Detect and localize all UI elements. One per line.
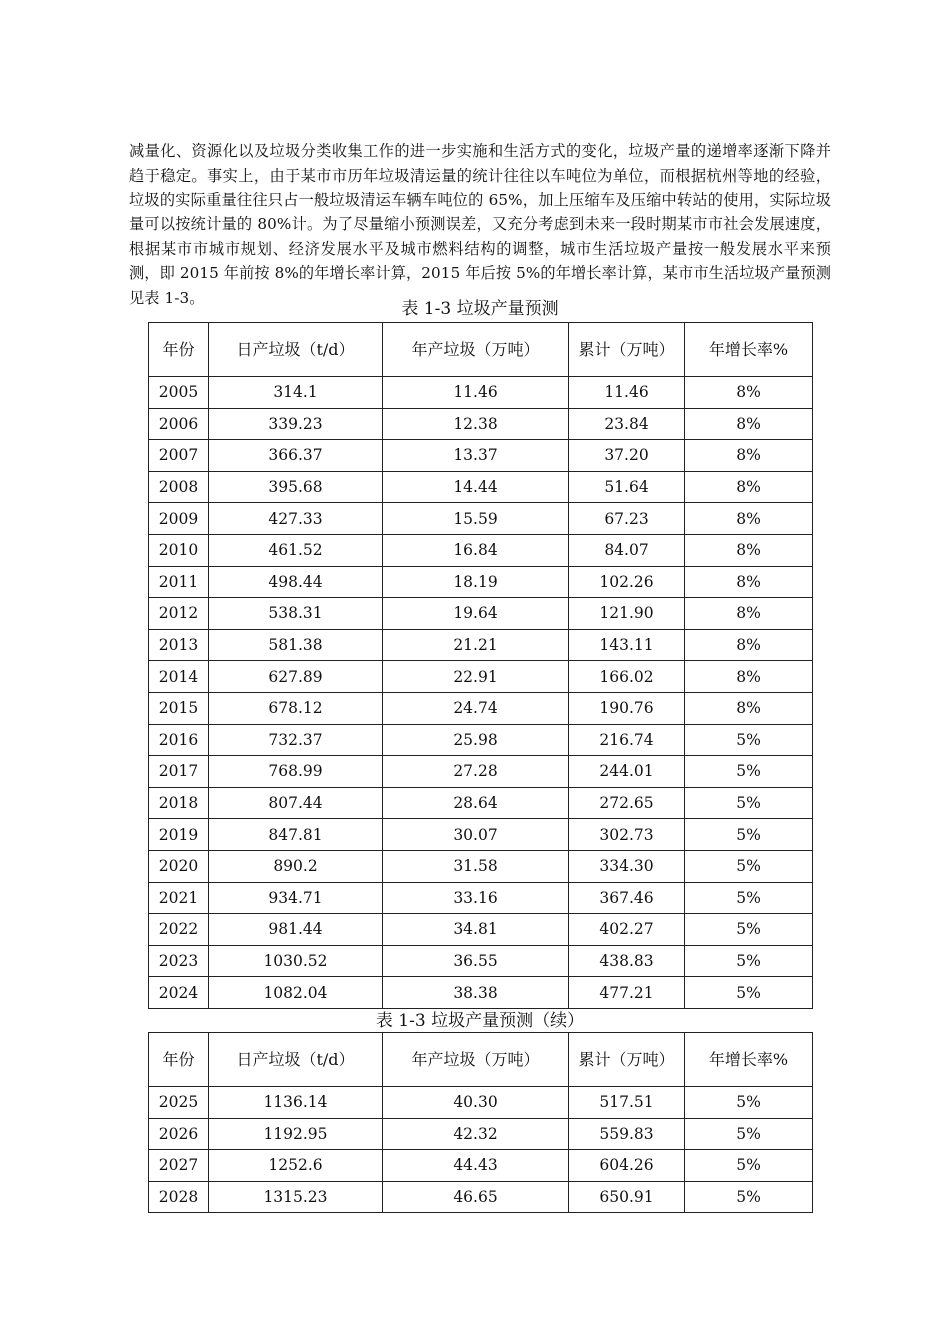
header-daily-waste: 日产垃圾（t/d）: [209, 323, 383, 377]
cell-cumulative: 102.26: [569, 566, 685, 598]
cell-year: 2014: [149, 661, 209, 693]
table-row: [149, 914, 813, 946]
table-row: [149, 882, 813, 914]
cell-annual-waste: 25.98: [383, 724, 569, 756]
cell-growth-rate: 8%: [685, 440, 813, 472]
cell-cumulative: 244.01: [569, 756, 685, 788]
cell-growth-rate: 5%: [685, 914, 813, 946]
cell-daily-waste: 314.1: [209, 377, 383, 409]
table-caption-continued: 表 1-3 垃圾产量预测（续）: [375, 1011, 585, 1031]
cell-daily-waste: 1030.52: [209, 945, 383, 977]
cell-cumulative: 650.91: [569, 1181, 685, 1213]
header-growth-rate: 年增长率%: [685, 323, 813, 377]
table-row: [149, 787, 813, 819]
cell-daily-waste: 890.2: [209, 850, 383, 882]
cell-growth-rate: 8%: [685, 534, 813, 566]
header-annual-waste: 年产垃圾（万吨）: [383, 323, 569, 377]
cell-growth-rate: 5%: [685, 1118, 813, 1150]
table-row: [149, 1118, 813, 1150]
header-daily-waste: 日产垃圾（t/d）: [209, 1033, 383, 1087]
cell-daily-waste: 581.38: [209, 629, 383, 661]
cell-year: 2017: [149, 756, 209, 788]
cell-growth-rate: 8%: [685, 503, 813, 535]
cell-annual-waste: 31.58: [383, 850, 569, 882]
forecast-table: [148, 322, 813, 1009]
cell-annual-waste: 19.64: [383, 598, 569, 630]
cell-cumulative: 604.26: [569, 1150, 685, 1182]
cell-cumulative: 367.46: [569, 882, 685, 914]
cell-year: 2021: [149, 882, 209, 914]
cell-daily-waste: 1136.14: [209, 1087, 383, 1119]
cell-annual-waste: 16.84: [383, 534, 569, 566]
table-row: [149, 377, 813, 409]
cell-growth-rate: 5%: [685, 977, 813, 1009]
cell-annual-waste: 15.59: [383, 503, 569, 535]
cell-daily-waste: 395.68: [209, 471, 383, 503]
cell-growth-rate: 5%: [685, 1087, 813, 1119]
cell-year: 2011: [149, 566, 209, 598]
table-row: [149, 534, 813, 566]
cell-annual-waste: 30.07: [383, 819, 569, 851]
cell-daily-waste: 1192.95: [209, 1118, 383, 1150]
cell-year: 2006: [149, 408, 209, 440]
table-row: [149, 440, 813, 472]
cell-cumulative: 143.11: [569, 629, 685, 661]
cell-year: 2027: [149, 1150, 209, 1182]
cell-cumulative: 37.20: [569, 440, 685, 472]
cell-daily-waste: 339.23: [209, 408, 383, 440]
cell-cumulative: 559.83: [569, 1118, 685, 1150]
header-cumulative: 累计（万吨）: [569, 1033, 685, 1087]
cell-daily-waste: 807.44: [209, 787, 383, 819]
cell-growth-rate: 8%: [685, 661, 813, 693]
cell-year: 2013: [149, 629, 209, 661]
cell-daily-waste: 1082.04: [209, 977, 383, 1009]
cell-growth-rate: 8%: [685, 377, 813, 409]
forecast-table-continued: [148, 1032, 813, 1213]
cell-annual-waste: 21.21: [383, 629, 569, 661]
header-growth-rate: 年增长率%: [685, 1033, 813, 1087]
cell-growth-rate: 5%: [685, 1150, 813, 1182]
header-year: 年份: [149, 1033, 209, 1087]
cell-daily-waste: 847.81: [209, 819, 383, 851]
cell-growth-rate: 5%: [685, 787, 813, 819]
cell-cumulative: 302.73: [569, 819, 685, 851]
cell-cumulative: 272.65: [569, 787, 685, 819]
cell-annual-waste: 44.43: [383, 1150, 569, 1182]
table-caption: 表 1-3 垃圾产量预测: [401, 299, 559, 319]
cell-year: 2007: [149, 440, 209, 472]
cell-cumulative: 11.46: [569, 377, 685, 409]
cell-daily-waste: 732.37: [209, 724, 383, 756]
cell-year: 2008: [149, 471, 209, 503]
table-row: [149, 977, 813, 1009]
cell-annual-waste: 36.55: [383, 945, 569, 977]
cell-growth-rate: 8%: [685, 408, 813, 440]
cell-growth-rate: 8%: [685, 629, 813, 661]
table-row: [149, 692, 813, 724]
cell-annual-waste: 11.46: [383, 377, 569, 409]
cell-growth-rate: 8%: [685, 566, 813, 598]
cell-growth-rate: 5%: [685, 850, 813, 882]
cell-growth-rate: 8%: [685, 598, 813, 630]
cell-annual-waste: 12.38: [383, 408, 569, 440]
cell-cumulative: 334.30: [569, 850, 685, 882]
table-row: [149, 1181, 813, 1213]
table-row: [149, 471, 813, 503]
cell-growth-rate: 5%: [685, 945, 813, 977]
cell-year: 2028: [149, 1181, 209, 1213]
cell-growth-rate: 5%: [685, 724, 813, 756]
cell-daily-waste: 627.89: [209, 661, 383, 693]
cell-annual-waste: 42.32: [383, 1118, 569, 1150]
cell-cumulative: 190.76: [569, 692, 685, 724]
cell-growth-rate: 8%: [685, 692, 813, 724]
cell-cumulative: 517.51: [569, 1087, 685, 1119]
table-row: [149, 819, 813, 851]
table-row: [149, 503, 813, 535]
cell-year: 2010: [149, 534, 209, 566]
cell-annual-waste: 24.74: [383, 692, 569, 724]
cell-daily-waste: 678.12: [209, 692, 383, 724]
cell-cumulative: 402.27: [569, 914, 685, 946]
table-row: [149, 661, 813, 693]
cell-year: 2020: [149, 850, 209, 882]
cell-daily-waste: 981.44: [209, 914, 383, 946]
cell-cumulative: 84.07: [569, 534, 685, 566]
cell-year: 2009: [149, 503, 209, 535]
cell-growth-rate: 5%: [685, 882, 813, 914]
cell-year: 2023: [149, 945, 209, 977]
table-header-row: [149, 1033, 813, 1087]
cell-daily-waste: 461.52: [209, 534, 383, 566]
header-cumulative: 累计（万吨）: [569, 323, 685, 377]
cell-cumulative: 216.74: [569, 724, 685, 756]
cell-year: 2024: [149, 977, 209, 1009]
table-row: [149, 724, 813, 756]
table-row: [149, 629, 813, 661]
table-row: [149, 945, 813, 977]
cell-daily-waste: 498.44: [209, 566, 383, 598]
cell-annual-waste: 13.37: [383, 440, 569, 472]
cell-daily-waste: 427.33: [209, 503, 383, 535]
cell-annual-waste: 38.38: [383, 977, 569, 1009]
cell-year: 2026: [149, 1118, 209, 1150]
cell-year: 2016: [149, 724, 209, 756]
cell-cumulative: 23.84: [569, 408, 685, 440]
cell-annual-waste: 18.19: [383, 566, 569, 598]
cell-daily-waste: 934.71: [209, 882, 383, 914]
cell-growth-rate: 5%: [685, 819, 813, 851]
cell-annual-waste: 27.28: [383, 756, 569, 788]
header-annual-waste: 年产垃圾（万吨）: [383, 1033, 569, 1087]
cell-annual-waste: 33.16: [383, 882, 569, 914]
cell-cumulative: 121.90: [569, 598, 685, 630]
body-paragraph: 减量化、资源化以及垃圾分类收集工作的进一步实施和生活方式的变化，垃圾产量的递增率逐渐下降并趋于稳定。事实上，由于某市市历年垃圾清运量的统计往往以车吨位为单位，而根据杭州等地的经验，垃圾的实际重量往往只占一般垃圾清运车辆车吨位的 65%，加上压缩车及压缩中转站的使用，实际垃圾量可以按统计量的 80%计。为了尽量缩小预测误差，又充分考虑到未来一段时期某市市社会发展速度，根据某市市城市规划、经济发展水平及城市燃料结构的调整，城市生活垃圾产量按一般发展水平来预测，即 2015 年前按 8%的年增长率计算，2015 年后按 5%的年增长率计算，某市市生活垃圾产量预测见表 1-3。: [129, 142, 831, 307]
cell-annual-waste: 22.91: [383, 661, 569, 693]
cell-daily-waste: 538.31: [209, 598, 383, 630]
cell-cumulative: 477.21: [569, 977, 685, 1009]
cell-cumulative: 67.23: [569, 503, 685, 535]
table-header-row: [149, 323, 813, 377]
table-row: [149, 1150, 813, 1182]
cell-daily-waste: 1252.6: [209, 1150, 383, 1182]
cell-year: 2018: [149, 787, 209, 819]
cell-annual-waste: 28.64: [383, 787, 569, 819]
cell-daily-waste: 768.99: [209, 756, 383, 788]
table-row: [149, 850, 813, 882]
cell-year: 2025: [149, 1087, 209, 1119]
table-row: [149, 408, 813, 440]
cell-growth-rate: 5%: [685, 1181, 813, 1213]
cell-year: 2005: [149, 377, 209, 409]
cell-annual-waste: 14.44: [383, 471, 569, 503]
cell-daily-waste: 1315.23: [209, 1181, 383, 1213]
cell-year: 2015: [149, 692, 209, 724]
cell-year: 2022: [149, 914, 209, 946]
table-row: [149, 756, 813, 788]
table-row: [149, 566, 813, 598]
cell-annual-waste: 34.81: [383, 914, 569, 946]
cell-cumulative: 438.83: [569, 945, 685, 977]
cell-cumulative: 51.64: [569, 471, 685, 503]
cell-year: 2012: [149, 598, 209, 630]
cell-year: 2019: [149, 819, 209, 851]
table-row: [149, 1087, 813, 1119]
cell-cumulative: 166.02: [569, 661, 685, 693]
cell-growth-rate: 5%: [685, 756, 813, 788]
cell-daily-waste: 366.37: [209, 440, 383, 472]
table-row: [149, 598, 813, 630]
cell-annual-waste: 40.30: [383, 1087, 569, 1119]
cell-annual-waste: 46.65: [383, 1181, 569, 1213]
cell-growth-rate: 8%: [685, 471, 813, 503]
header-year: 年份: [149, 323, 209, 377]
